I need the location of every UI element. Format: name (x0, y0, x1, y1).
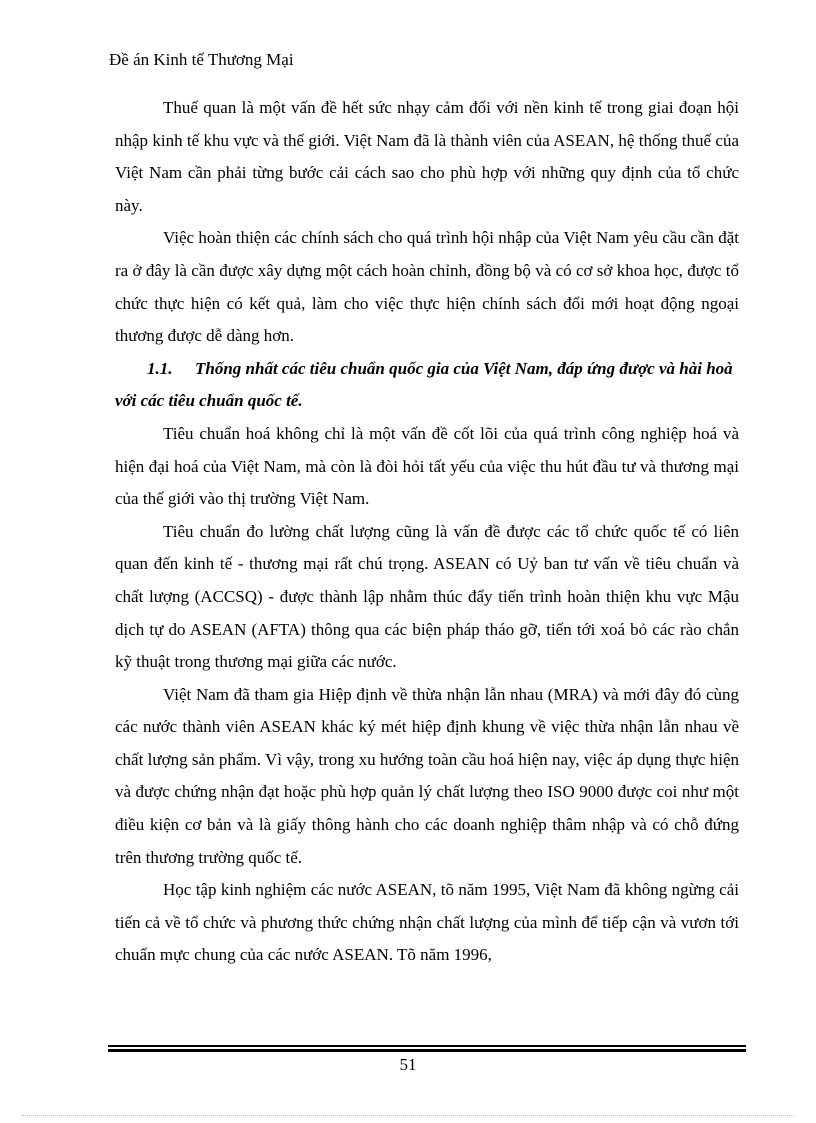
footer-rule-thick (108, 1049, 746, 1052)
paragraph-2: Việc hoàn thiện các chính sách cho quá trình hội nhập của Việt Nam yêu cầu cần đặt ra ở đây là cần được xây dựng một cách hoàn chỉnh, đồng bộ và có cơ sở khoa học, được tổ chức thực hiện có kết quả, làm cho việc thực hiện chính sách đổi mới hoạt động ngoại thương được dễ dàng hơn. (115, 228, 739, 346)
paragraph-4: Tiêu chuẩn đo lường chất lượng cũng là vấn đề được các tổ chức quốc tế có liên quan đến kinh tế - thương mại rất chú trọng. ASEAN có Uỷ ban tư vấn về tiêu chuẩn và chất lượng (ACCSQ) - được thành lập nhằm thúc đẩy tiến trình hoàn thiện khu vực Mậu dịch tự do ASEAN (AFTA) thông qua các biện pháp tháo gỡ, tiến tới xoá bỏ các rào chắn kỹ thuật trong thương mại giữa các nước. (115, 521, 739, 672)
paragraph-3: Tiêu chuẩn hoá không chỉ là một vấn đề cốt lõi của quá trình công nghiệp hoá và hiện đại hoá của Việt Nam, mà còn là đòi hỏi tất yếu của việc thu hút đầu tư và thương mại của thế giới vào thị trường Việt Nam. (115, 423, 739, 509)
paragraph-5: Việt Nam đã tham gia Hiệp định về thừa nhận lẫn nhau (MRA) và mới đây đó cùng các nước thành viên ASEAN khác ký mét hiệp định khung về việc thừa nhận lẫn nhau về chất lượng sản phẩm. Vì vậy, trong xu hướng toàn cầu hoá hiện nay, việc áp dụng thực hiện và được chứng nhận đạt hoặc phù hợp quản lý chất lượng theo ISO 9000 được coi như một điều kiện cơ bản và là giấy thông hành cho các doanh nghiệp thâm nhập và có chỗ đứng trên thương trường quốc tế. (115, 684, 739, 867)
section-number: 1.1. (147, 358, 173, 378)
section-title: Thống nhất các tiêu chuẩn quốc gia của Việt Nam, đáp ứng được và hài hoà với các tiêu chuẩn quốc tế. (115, 358, 733, 411)
running-header: Đề án Kinh tế Thương Mại (109, 50, 294, 69)
page-edge-divider (22, 1115, 794, 1116)
paragraph-6: Học tập kinh nghiệm các nước ASEAN, tõ năm 1995, Việt Nam đã không ngừng cải tiến cả về tổ chức và phương thức chứng nhận chất lượng của mình để tiếp cận và vươn tới chuẩn mực chung của các nước ASEAN. Tõ năm 1996, (115, 880, 739, 965)
section-heading (115, 353, 739, 418)
page-body (115, 92, 739, 972)
paragraph-1: Thuế quan là một vấn đề hết sức nhạy cảm đối với nền kinh tế trong giai đoạn hội nhập kinh tế khu vực và thế giới. Việt Nam đã là thành viên của ASEAN, hệ thống thuế của Việt Nam cần phải từng bước cải cách sao cho phù hợp với những quy định của tổ chức này. (115, 98, 739, 215)
footer-rule-thin (108, 1045, 746, 1047)
page-number: 51 (399, 1055, 417, 1074)
